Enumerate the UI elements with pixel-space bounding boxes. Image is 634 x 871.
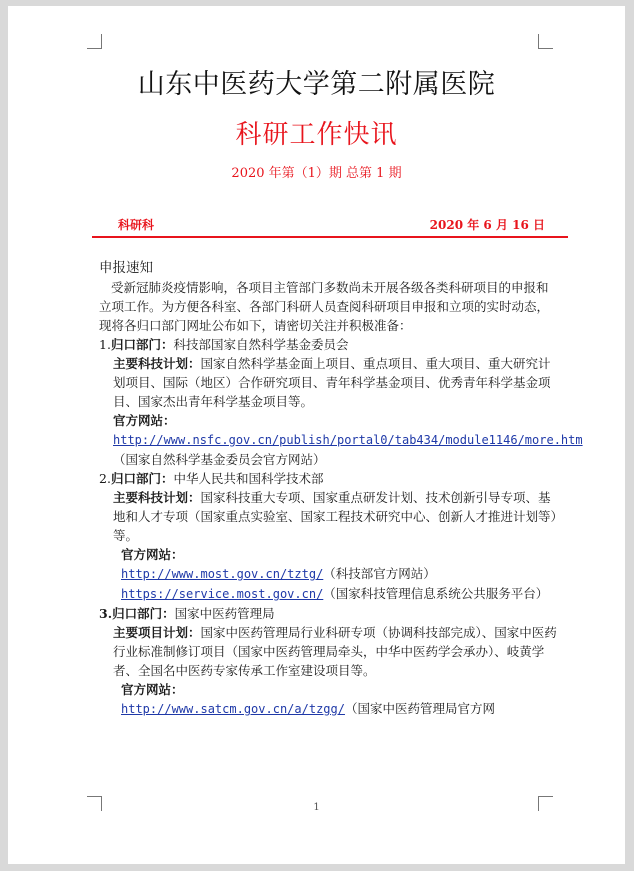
item-1-plan [99,354,559,411]
page-number: 1 [313,802,320,813]
link-note: （国家中医药管理局官方网 [344,701,495,716]
plan-value: 国家中医药管理局行业科研专项（协调科技部完成）、国家中医药行业标准制修订项目（国家中医药管理局牵头，中华中医药学会承办）、岐黄学者、全国名中医药专家传承工作室建设项目等。 [113,625,557,678]
dept-label: 归口部门： [112,606,175,621]
section-title: 申报速知 [99,260,153,276]
department-label: 科研科 [118,218,155,232]
link-note: （科技部官方网站） [323,566,436,581]
intro-paragraph: 受新冠肺炎疫情影响，各项目主管部门多数尚未开展各级各类科研项目的申报和立项工作。为方便各科室、各部门科研人员查阅科研项目申报和立项的实时动态，现将各归口部门网址公布如下，请密切关注并积极准备： [99,280,550,333]
document-body [99,259,583,719]
plan-label: 主要科技计划： [113,356,201,371]
item-1-link-row [99,430,583,469]
item-1-dept [99,335,559,354]
item-number: 3. [99,606,113,621]
publish-date: 2020 年 6 月 16 日 [429,218,545,232]
satcm-link[interactable]: http://www.satcm.gov.cn/a/tzgg/ [121,702,345,716]
dept-label: 归口部门： [110,471,174,486]
item-2-link-row-2 [99,584,559,604]
item-3-dept [99,604,559,623]
plan-value: 国家自然科学基金面上项目、重点项目、重大项目、重大研究计划项目、国际（地区）合作研究项目、青年科学基金项目、优秀青年科学基金项目、国家杰出青年科学基金项目等。 [113,356,551,409]
plan-label: 主要项目计划： [113,625,201,640]
item-number: 2. [99,471,111,486]
bulletin-title: 科研工作快讯 [235,120,398,150]
item-number: 1. [99,337,111,352]
crop-mark-top-left [87,34,102,49]
document-page [8,6,625,864]
issue-number: 2020 年第（1）期 总第 1 期 [231,166,402,181]
item-1-site-label: 官方网站： [113,413,176,428]
plan-label: 主要科技计划： [113,490,201,505]
item-2-link-row-1 [99,564,559,584]
dept-value: 国家中医药管理局 [174,606,275,621]
most-tztg-link[interactable]: http://www.most.gov.cn/tztg/ [121,567,324,581]
crop-mark-top-right [538,34,553,49]
dept-value: 科技部国家自然科学基金委员会 [173,337,349,352]
nsfc-link[interactable]: http://www.nsfc.gov.cn/publish/portal0/tab434/module1146/more.htm [113,433,583,447]
hospital-name: 山东中医药大学第二附属医院 [137,69,496,100]
link-note: （国家自然科学基金委员会官方网站） [113,452,326,467]
item-2-site-label: 官方网站： [121,547,184,562]
most-service-link[interactable]: https://service.most.gov.cn/ [121,587,324,601]
item-2-dept [99,469,559,488]
item-3-plan [99,623,559,680]
dept-label: 归口部门： [110,337,174,352]
plan-value: 国家科技重大专项、国家重点研发计划、技术创新引导专项、基地和人才专项（国家重点实验室、国家工程技术研究中心、创新人才推进计划等）等。 [113,490,557,543]
link-note: （国家科技管理信息系统公共服务平台） [323,586,549,601]
dept-value: 中华人民共和国科学技术部 [173,471,324,486]
item-3-site-label: 官方网站： [121,682,184,697]
header-divider [92,236,568,238]
item-2-plan [99,488,559,545]
item-3-link-row [99,699,559,719]
